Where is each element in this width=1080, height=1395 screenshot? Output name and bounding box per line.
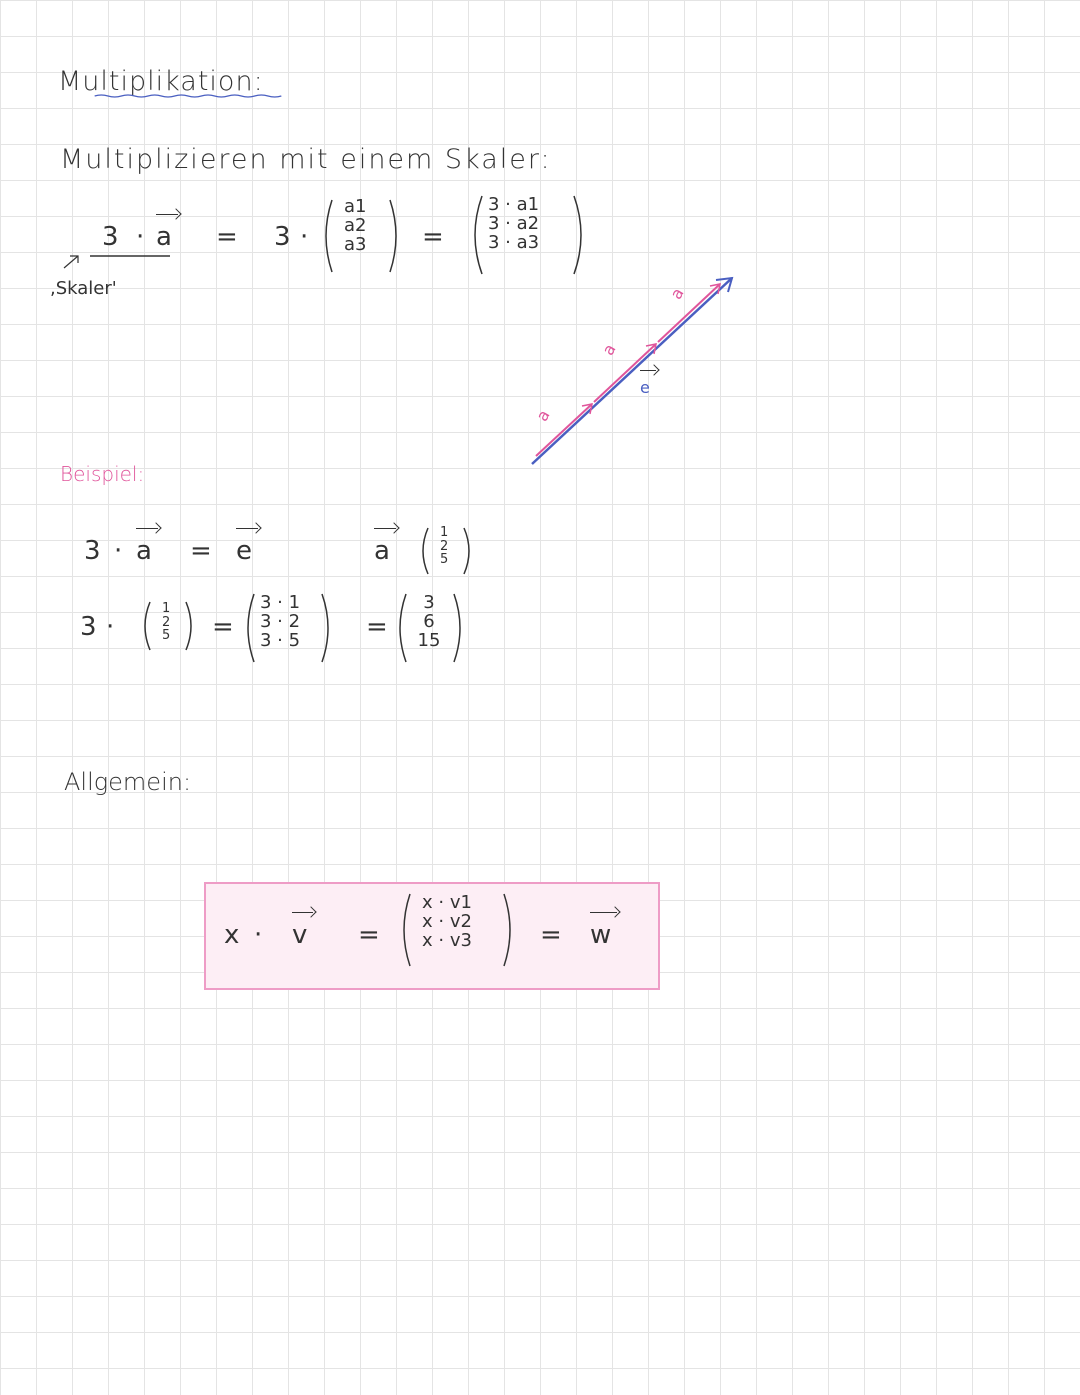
title-underline [48,94,328,98]
diagram-label-e: e [640,378,650,397]
example-dot: · [114,536,123,566]
example2-a-components: 1 2 5 [140,598,198,654]
scalar-underline [90,254,170,258]
example-vector-a: a [136,536,152,566]
vector-a: a [156,222,172,252]
component-a3: a3 [344,233,367,255]
page-title: Multiplikation: [58,66,264,97]
vector-a-components [322,196,402,276]
example-scalar: 3 [84,536,101,566]
skaler-note: ,Skaler' [50,278,117,299]
example2-results: 3 6 15 [396,590,466,666]
general-equals-1: = [358,920,380,950]
general-heading: Allgemein: [64,768,192,796]
example2-products: 3 · 1 3 · 2 3 · 5 [244,590,334,666]
example2-scalar: 3 [80,612,97,642]
pointer-arrow-icon [62,254,82,270]
example-a-definition: 1 2 5 [418,524,476,578]
general-vector-v: v [292,920,308,950]
general-dot: · [254,920,263,950]
scaled-a3: 3 · a3 [488,231,540,253]
scalar-three: 3 [102,222,119,252]
diagram-label-a-3: a [666,284,688,303]
dot-operator-2: · [300,222,309,252]
scaled-a2: 3 · a2 [488,212,540,234]
example-def-vector-a: a [374,536,390,566]
general-equals-2: = [540,920,562,950]
example-equals: = [190,536,212,566]
scaled-a1: 3 · a1 [488,194,540,215]
component-a1: a1 [344,196,367,217]
general-products [400,890,516,970]
general-product-3: x · v3 [422,929,472,951]
diagram-label-a-2: a [598,340,620,359]
dot-operator: · [136,222,145,252]
general-product-2: x · v2 [422,910,472,932]
example2-equals-2: = [366,612,388,642]
scalar-three-2: 3 [274,222,291,252]
example-vector-e: e [236,536,252,566]
general-vector-w: w [590,920,612,950]
section-heading-scalar: Multiplizieren mit einem Skaler: [60,144,552,175]
component-a2: a2 [344,214,367,236]
example2-dot: · [106,612,115,642]
example-heading: Beispiel: [60,462,145,486]
equals-1: = [216,222,238,252]
general-product-1: x · v1 [422,892,472,913]
general-scalar-x: x [224,920,240,950]
equals-2: = [422,222,444,252]
diagram-label-a-1: a [532,406,554,425]
vector-e-line [532,278,732,464]
example2-equals-1: = [212,612,234,642]
